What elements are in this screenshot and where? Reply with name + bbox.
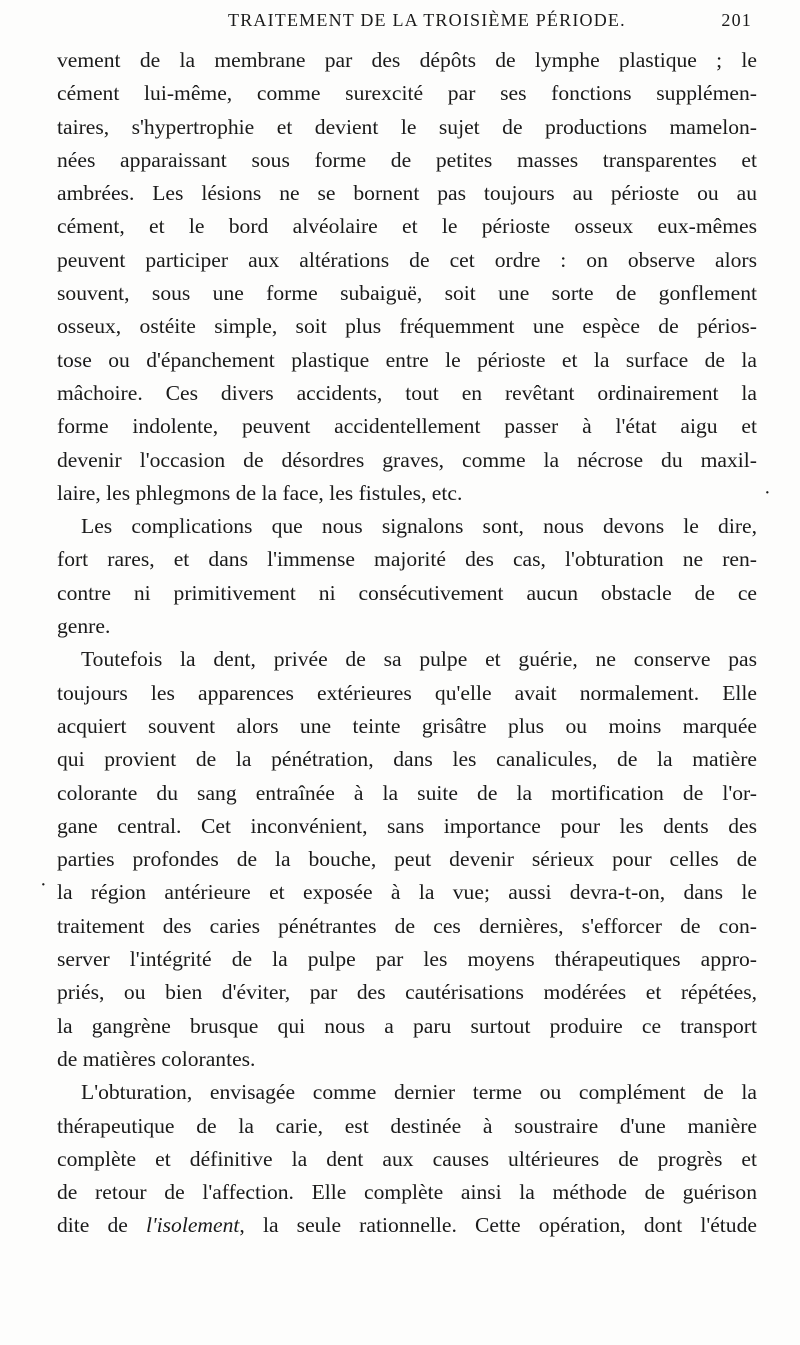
running-head — [0, 10, 800, 40]
text-line: toujours les apparences extérieures qu'elle avait normalement. Elle — [57, 680, 757, 705]
text-line: colorante du sang entraînée à la suite de la mortification de l'or- — [57, 780, 757, 805]
text-line: priés, ou bien d'éviter, par des cautérisations modérées et répétées, — [57, 980, 757, 1005]
paragraph — [57, 1076, 757, 1242]
text-line: contre ni primitivement ni consécutivement aucun obstacle de ce — [57, 580, 757, 605]
text-line: devenir l'occasion de désordres graves, comme la nécrose du maxil- — [57, 447, 757, 472]
paragraph — [57, 44, 757, 510]
text-line: fort rares, et dans l'immense majorité des cas, l'obturation ne ren- — [57, 547, 757, 572]
italic-term: l'isolement — [146, 1213, 240, 1238]
text-line: Les complications que nous signalons sont, nous devons le dire, — [81, 514, 757, 539]
text-line: parties profondes de la bouche, peut devenir sérieux pour celles de — [57, 847, 757, 872]
text-line: mâchoire. Ces divers accidents, tout en revêtant ordinairement la — [57, 380, 757, 405]
text-line: traitement des caries pénétrantes de ces dernières, s'efforcer de con- — [57, 913, 757, 938]
text-line: la gangrène brusque qui nous a paru surtout produire ce transport — [57, 1013, 757, 1038]
text-line: souvent, sous une forme subaiguë, soit une sorte de gonflement — [57, 281, 757, 306]
paragraph — [57, 510, 757, 643]
text-line: laire, les phlegmons de la face, les fistules, etc. — [57, 480, 463, 505]
text-line: acquiert souvent alors une teinte grisâtre plus ou moins marquée — [57, 713, 757, 738]
text-line: de matières colorantes. — [57, 1046, 256, 1071]
text-line: vement de la membrane par des dépôts de lymphe plastique ; le — [57, 48, 757, 72]
text-line: forme indolente, peuvent accidentellement passer à l'état aigu et — [57, 414, 757, 439]
text-line: qui provient de la pénétration, dans les canalicules, de la matière — [57, 747, 757, 772]
paragraph — [57, 643, 757, 1076]
text-run: dite de — [57, 1213, 147, 1238]
text-line: la région antérieure et exposée à la vue; aussi devra-t-on, dans le — [57, 880, 757, 905]
text-line: thérapeutique de la carie, est destinée à soustraire d'une manière — [57, 1113, 757, 1138]
text-line: complète et définitive la dent aux causes ultérieures de progrès et — [57, 1146, 757, 1171]
text-line: tose ou d'épanchement plastique entre le périoste et la surface de la — [57, 347, 757, 372]
text-line: nées apparaissant sous forme de petites masses transparentes et — [57, 147, 757, 172]
text-line: gane central. Cet inconvénient, sans importance pour les dents des — [57, 813, 757, 838]
text-line: osseux, ostéite simple, soit plus fréquemment une espèce de périos- — [57, 314, 757, 339]
running-title: TRAITEMENT DE LA TROISIÈME PÉRIODE. — [228, 10, 626, 30]
text-line: cément lui-même, comme surexcité par ses fonctions supplémen- — [57, 81, 757, 106]
text-line-mixed — [57, 1209, 757, 1242]
text-line: de retour de l'affection. Elle complète ainsi la méthode de guérison — [57, 1180, 757, 1205]
text-line: genre. — [57, 614, 111, 639]
margin-mark: · — [764, 482, 771, 504]
page-number: 201 — [721, 10, 752, 30]
text-line: server l'intégrité de la pulpe par les moyens thérapeutiques appro- — [57, 947, 757, 972]
text-line: L'obturation, envisagée comme dernier terme ou complément de la — [81, 1080, 757, 1105]
body-text — [57, 44, 757, 1243]
text-line: Toutefois la dent, privée de sa pulpe et guérie, ne conserve pas — [81, 647, 757, 672]
text-line: cément, et le bord alvéolaire et le périoste osseux eux-mêmes — [57, 214, 757, 239]
text-run: , la seule rationnelle. Cette opération, dont l'étude — [239, 1213, 757, 1238]
margin-mark: · — [40, 874, 47, 896]
text-line: ambrées. Les lésions ne se bornent pas toujours au périoste ou au — [57, 181, 757, 206]
text-line: peuvent participer aux altérations de cet ordre : on observe alors — [57, 247, 757, 272]
text-line: taires, s'hypertrophie et devient le sujet de productions mamelon- — [57, 114, 757, 139]
